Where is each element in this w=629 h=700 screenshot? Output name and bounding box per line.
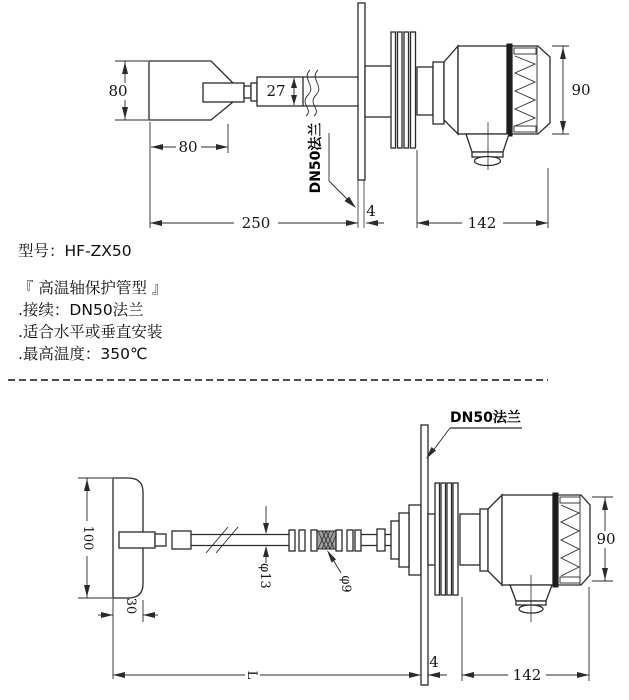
dim-label-30: 30 [123, 597, 138, 615]
spec-mounting: .适合水平或垂直安装 [18, 323, 163, 341]
spec-connection: .接续：DN50法兰 [18, 301, 144, 319]
flange-plate-bottom [421, 425, 428, 685]
dim-label-phi9: φ9 [338, 575, 353, 593]
housing-body-bottom [502, 495, 553, 585]
dim-4-top [366, 202, 384, 226]
heat-sink-fins-bottom [435, 483, 458, 595]
dim-L [113, 671, 421, 680]
dim-90-bottom [592, 497, 617, 581]
flex-joint-collars [289, 529, 391, 551]
dim-100 [78, 478, 112, 598]
dim-label-4-top: 4 [366, 202, 376, 220]
flange-label-bottom: DN50法兰 [450, 410, 521, 426]
bottom-view [78, 409, 617, 685]
dim-label-80v: 80 [108, 82, 128, 100]
shaft-nut-2 [251, 83, 257, 101]
housing-neck-bottom [488, 495, 502, 585]
braided-section [317, 531, 336, 549]
shaft-break-symbol [206, 527, 228, 553]
housing-cap-bottom [558, 495, 590, 585]
flange-callout-bottom [426, 409, 522, 459]
flange-hub-bottom [428, 514, 435, 565]
shaft-tube [303, 70, 358, 116]
flange-callout-top [307, 123, 356, 208]
dim-label-142-bottom: 142 [512, 666, 542, 684]
dim-80-vertical [106, 61, 148, 120]
dim-label-142-top: 142 [467, 214, 497, 232]
flange-hub [365, 66, 392, 117]
dim-label-phi13: φ13 [257, 563, 272, 589]
dim-4-bottom [428, 653, 447, 678]
dim-30 [98, 598, 158, 622]
flange-label-top: DN50法兰 [308, 122, 324, 194]
dim-label-4-bottom: 4 [429, 653, 439, 671]
hub-nut [155, 534, 166, 546]
paddle-hub-bottom [119, 532, 155, 548]
neck-collar [433, 62, 444, 124]
top-view [106, 3, 592, 232]
housing-neck [444, 46, 458, 134]
heat-sink-fins [391, 32, 416, 148]
dim-phi9 [327, 550, 353, 593]
shaft-nut-1 [244, 86, 251, 98]
housing-body [458, 46, 507, 134]
paddle-hub [203, 83, 244, 102]
dim-label-27: 27 [266, 82, 286, 100]
dim-80-horizontal [151, 124, 228, 156]
flange-plate [358, 3, 365, 180]
housing-joint [507, 44, 512, 136]
long-shaft [191, 527, 290, 553]
dim-label-100: 100 [80, 525, 95, 551]
neck-tube [417, 67, 433, 115]
mounting-boss [391, 505, 421, 575]
dim-label-90-bottom: 90 [596, 530, 616, 548]
neck-tube-bottom [460, 514, 480, 565]
dim-label-80h: 80 [178, 138, 198, 156]
neck-collar-bottom [480, 509, 488, 571]
dim-label-L: L [244, 670, 259, 680]
housing-joint-bottom [553, 493, 558, 587]
dim-label-250: 250 [241, 214, 271, 232]
shaft-coupling [172, 531, 191, 549]
model-line: 型号：HF-ZX50 [18, 242, 132, 260]
spec-max-temp: .最高温度：350℃ [18, 345, 148, 363]
dim-90-top [552, 46, 592, 134]
dim-label-90-top: 90 [571, 81, 591, 99]
series-line: 『 高温轴保护管型 』 [18, 279, 168, 297]
dim-phi13 [257, 506, 272, 589]
